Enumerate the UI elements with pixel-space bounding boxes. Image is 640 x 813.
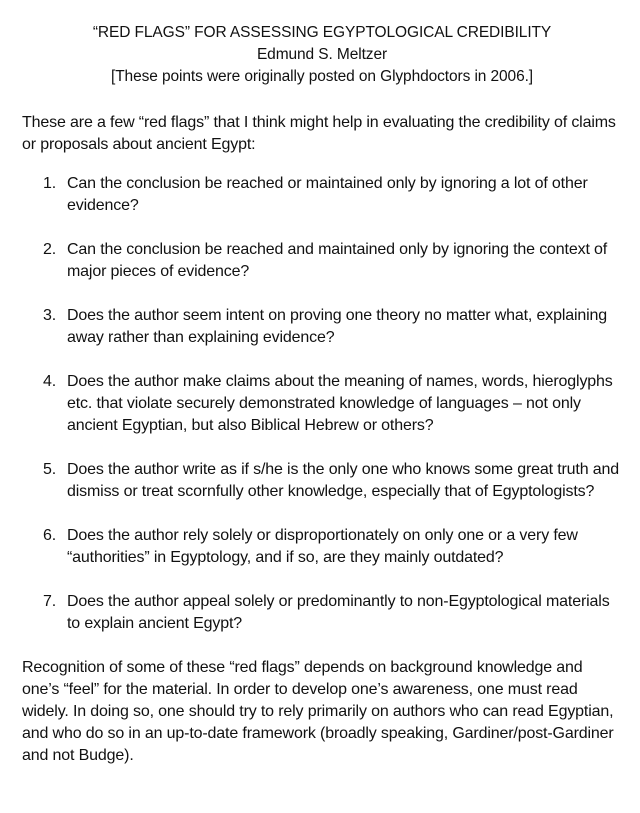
list-item-text: Does the author make claims about the meaning of names, words, hieroglyphs etc. that violate securely demonstrated knowledge of languages – not only ancient Egyptian, but also Biblical Hebrew or others? (67, 373, 613, 434)
list-item-number: 2. (43, 241, 57, 258)
document-title: “RED FLAGS” FOR ASSESSING EGYPTOLOGICAL CREDIBILITY (92, 24, 552, 41)
list-item-text: Can the conclusion be reached or maintained only by ignoring a lot of other evidence? (67, 175, 588, 214)
list-item (22, 239, 622, 283)
list-item-number: 3. (43, 307, 57, 324)
list-item-number: 6. (43, 527, 57, 544)
list-item-text: Does the author write as if s/he is the only one who knows some great truth and dismiss or treat scornfully other knowledge, especially that of Egyptologists? (67, 461, 620, 500)
list-item (22, 305, 622, 349)
list-item (22, 371, 622, 437)
list-item (22, 173, 622, 217)
list-item-text: Does the author appeal solely or predominantly to non-Egyptological materials to explain ancient Egypt? (67, 593, 610, 632)
red-flags-list (22, 173, 622, 635)
intro-paragraph: These are a few “red flags” that I think might help in evaluating the credibility of claims or proposals about ancient Egypt: (22, 114, 616, 153)
closing-paragraph: Recognition of some of these “red flags” depends on background knowledge and one’s “feel” for the material. In order to develop one’s awareness, one must read widely. In doing so, one should try to rely primarily on authors who can read Egyptian, and who do so in an up-to-date framework (broadly speaking, Gardiner/post-Gardiner and not Budge). (22, 659, 614, 764)
list-item-text: Does the author rely solely or disproportionately on only one or a very few “authorities” in Egyptology, and if so, are they mainly outdated? (67, 527, 578, 566)
list-item-number: 4. (43, 373, 57, 390)
list-item-number: 1. (43, 175, 57, 192)
list-item-text: Can the conclusion be reached and maintained only by ignoring the context of major pieces of evidence? (67, 241, 608, 280)
list-item (22, 525, 622, 569)
list-item-number: 7. (43, 593, 57, 610)
document-author: Edmund S. Meltzer (256, 46, 388, 63)
document-note: [These points were originally posted on Glyphdoctors in 2006.] (110, 68, 534, 85)
list-item-text: Does the author seem intent on proving one theory no matter what, explaining away rather than explaining evidence? (67, 307, 608, 346)
list-item-number: 5. (43, 461, 57, 478)
list-item (22, 591, 622, 635)
document-header (22, 22, 622, 88)
list-item (22, 459, 622, 503)
